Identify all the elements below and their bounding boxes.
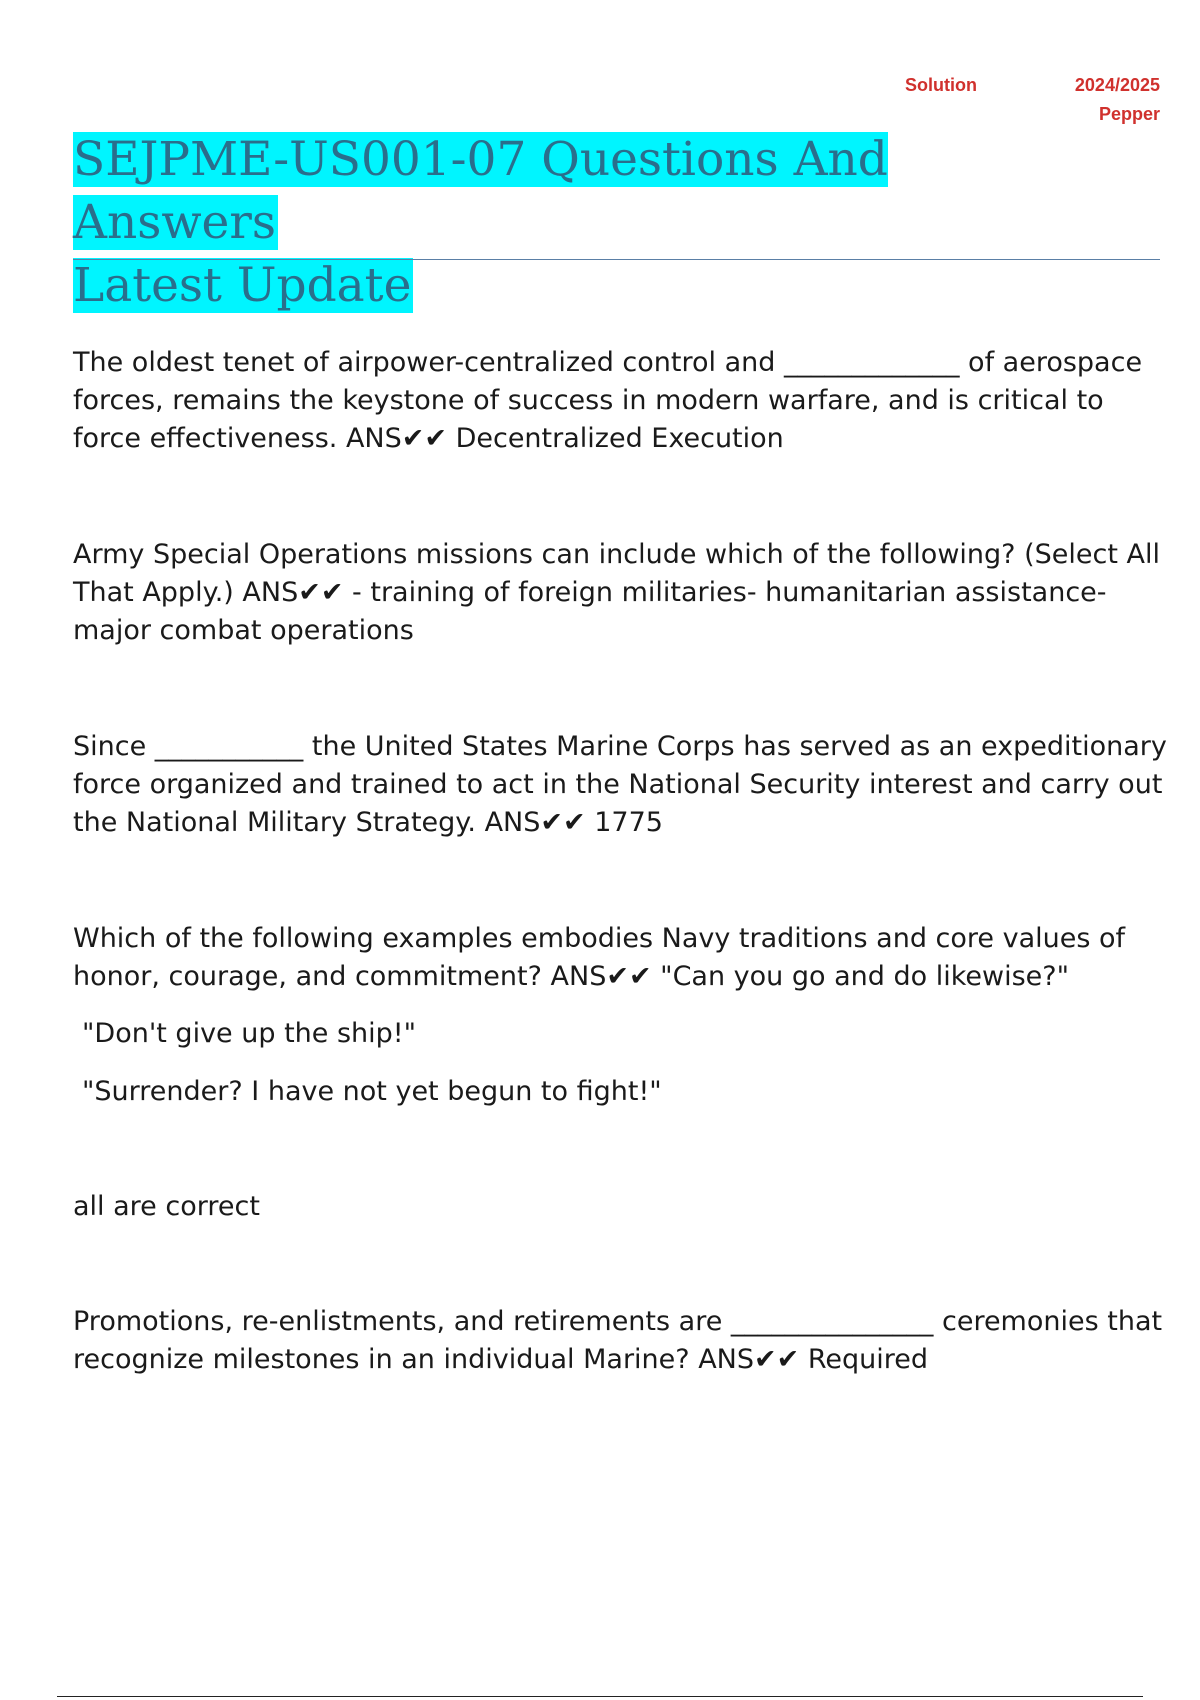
footer-divider — [57, 1696, 1143, 1697]
header-year: 2024/2025 — [1074, 75, 1160, 95]
title-line-2: Latest Update — [73, 258, 412, 313]
question-4-option-2: "Surrender? I have not yet begun to fight!" — [82, 1076, 662, 1107]
document-title — [73, 128, 1073, 317]
question-4-answer-tail: all are correct — [73, 1191, 260, 1222]
question-3: Since ___________ the United States Marine Corps has served as an expeditionary force organized and trained to act in the National Security interest and carry out the National Military Strategy. ANS✔✔ 1775 — [73, 731, 1167, 838]
title-divider — [73, 259, 1160, 260]
title-line-1: SEJPME-US001-07 Questions And Answers — [73, 132, 888, 250]
header-solution-label: Solution — [905, 75, 977, 95]
question-5: Promotions, re-enlistments, and retirements are _______________ ceremonies that recognize milestones in an individual Marine? ANS✔✔ Required — [73, 1306, 1163, 1375]
question-4: Which of the following examples embodies Navy traditions and core values of honor, courage, and commitment? ANS✔✔ "Can you go and do likewise?" — [73, 923, 1126, 992]
question-4-option-1: "Don't give up the ship!" — [82, 1018, 417, 1049]
header-author: Pepper — [1098, 104, 1160, 124]
question-2: Army Special Operations missions can include which of the following? (Select All That Apply.) ANS✔✔ - training of foreign militaries- humanitarian assistance- major combat operations — [73, 539, 1160, 646]
question-1: The oldest tenet of airpower-centralized control and _____________ of aerospace forces, remains the keystone of success in modern warfare, and is critical to force effectiveness. ANS✔✔ Decentralized Execution — [73, 347, 1143, 454]
